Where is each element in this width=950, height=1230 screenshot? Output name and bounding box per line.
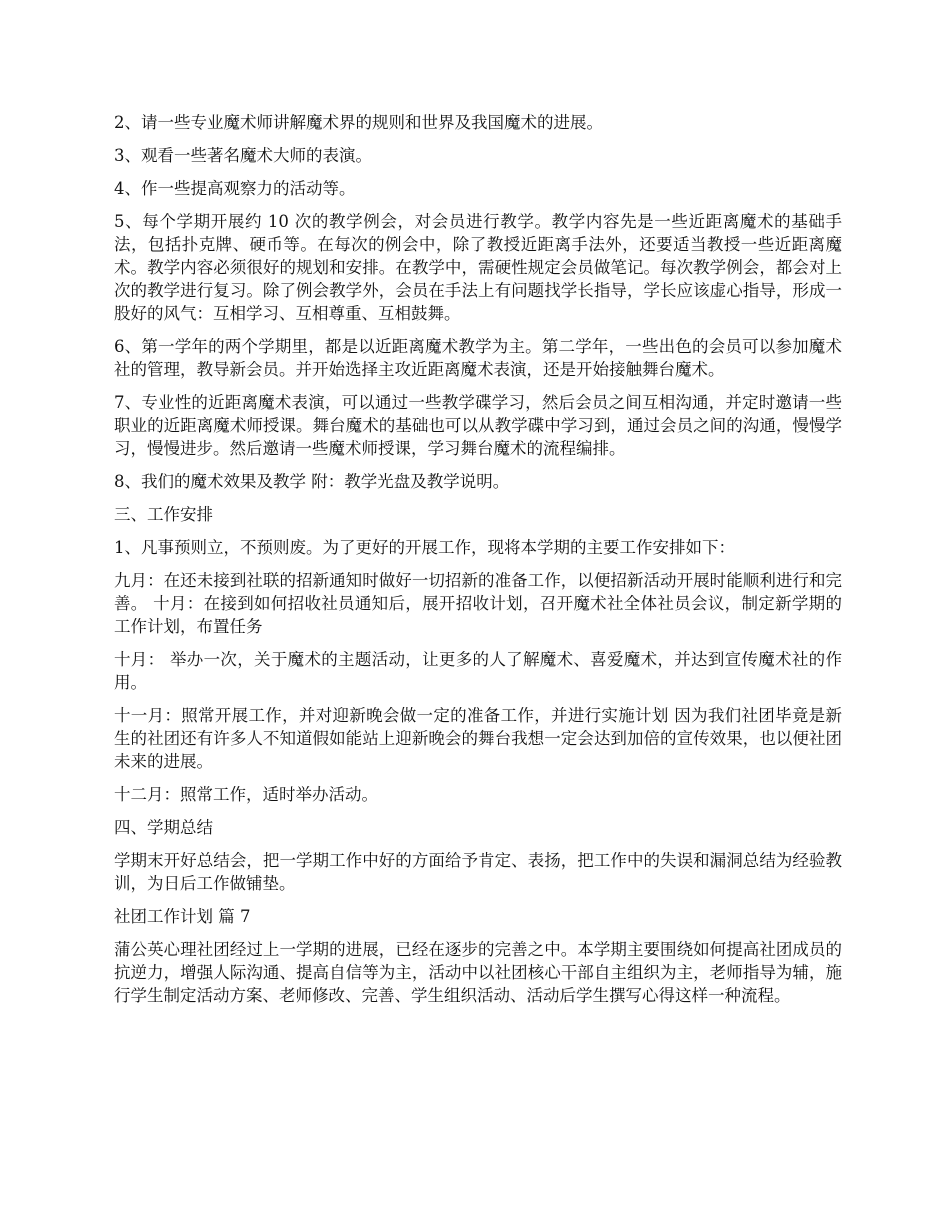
schedule-intro: 1、凡事预则立，不预则废。为了更好的开展工作，现将本学期的主要工作安排如下：	[114, 538, 735, 557]
plan-intro-paragraph: 蒲公英心理社团经过上一学期的进展，已经在逐步的完善之中。本学期主要围绕如何提高社团成员的抗逆力，增强人际沟通、提高自信等为主，活动中以社团核心干部自主组织为主，老师指导为辅，施行学生制定活动方案、老师修改、完善、学生组织活动、活动后学生撰写心得这样一种流程。	[114, 940, 842, 1005]
document-body	[114, 111, 842, 1017]
paragraph-item-6: 6、第一学年的两个学期里，都是以近距离魔术教学为主。第二学年，一些出色的会员可以参加魔术社的管理，教导新会员。并开始选择主攻近距离魔术表演，还是开始接触舞台魔术。	[114, 337, 842, 379]
section-heading-work-schedule: 三、工作安排	[114, 505, 213, 524]
paragraph-item-8: 8、我们的魔术效果及教学 附：教学光盘及教学说明。	[114, 472, 510, 491]
schedule-december: 十二月：照常工作，适时举办活动。	[114, 785, 378, 804]
plan-title-7: 社团工作计划 篇 7	[114, 907, 251, 926]
section-heading-semester-summary: 四、学期总结	[114, 818, 213, 837]
paragraph-item-4: 4、作一些提高观察力的活动等。	[114, 179, 356, 198]
paragraph-item-7: 7、专业性的近距离魔术表演，可以通过一些教学碟学习，然后会员之间互相沟通，并定时邀请一些职业的近距离魔术师授课。舞台魔术的基础也可以从教学碟中学习到，通过会员之间的沟通，慢慢学习，慢慢进步。然后邀请一些魔术师授课，学习舞台魔术的流程编排。	[114, 393, 842, 458]
paragraph-item-3: 3、观看一些著名魔术大师的表演。	[114, 146, 372, 165]
paragraph-item-2: 2、请一些专业魔术师讲解魔术界的规则和世界及我国魔术的进展。	[114, 113, 603, 132]
schedule-september: 九月：在还未接到社联的招新通知时做好一切招新的准备工作，以便招新活动开展时能顺利进行和完善。 十月：在接到如何招收社员通知后，展开招收计划，召开魔术社全体社员会议，制定新学期的工作计划，布置任务	[114, 571, 842, 636]
paragraph-item-5: 5、每个学期开展约 10 次的教学例会，对会员进行教学。教学内容先是一些近距离魔术的基础手法，包括扑克牌、硬币等。在每次的例会中，除了教授近距离手法外，还要适当教授一些近距离魔术。教学内容必须很好的规划和安排。在教学中，需硬性规定会员做笔记。每次教学例会，都会对上次的教学进行复习。除了例会教学外，会员在手法上有问题找学长指导，学长应该虚心指导，形成一股好的风气：互相学习、互相尊重、互相鼓舞。	[114, 212, 842, 323]
summary-paragraph: 学期末开好总结会，把一学期工作中好的方面给予肯定、表扬，把工作中的失误和漏洞总结为经验教训，为日后工作做铺垫。	[114, 851, 842, 893]
schedule-november: 十一月：照常开展工作，并对迎新晚会做一定的准备工作，并进行实施计划 因为我们社团毕竟是新生的社团还有许多人不知道假如能站上迎新晚会的舞台我想一定会达到加倍的宣传效果，也以便社团未来的进展。	[114, 706, 842, 771]
schedule-october: 十月： 举办一次，关于魔术的主题活动，让更多的人了解魔术、喜爱魔术，并达到宣传魔术社的作用。	[114, 650, 842, 692]
